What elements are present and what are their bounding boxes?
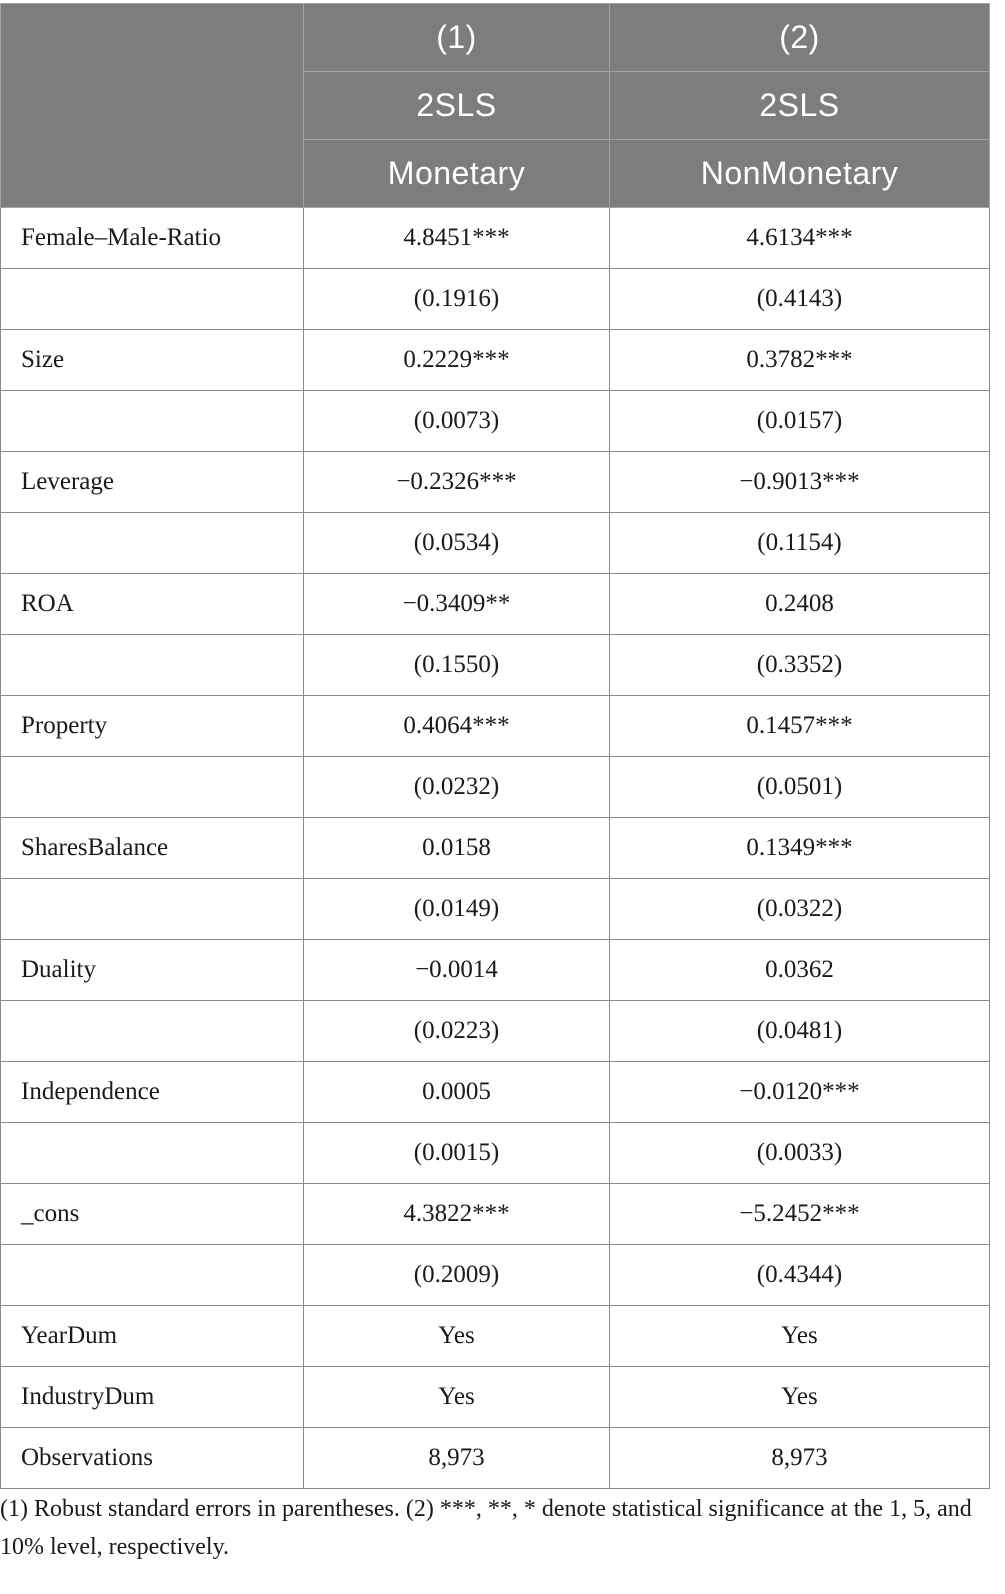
row-label: IndustryDum [1, 1367, 304, 1428]
cell-col2: −0.0120*** [610, 1062, 990, 1123]
cell-col1: (0.1916) [304, 269, 610, 330]
cell-col2: −0.9013*** [610, 452, 990, 513]
header-col2-dependent: NonMonetary [610, 140, 990, 208]
cell-col2: 0.3782*** [610, 330, 990, 391]
table-row [1, 1367, 990, 1428]
row-label: Property [1, 696, 304, 757]
header-col2-method: 2SLS [610, 72, 990, 140]
cell-col1: 8,973 [304, 1428, 610, 1489]
header-col1-method: 2SLS [304, 72, 610, 140]
cell-col1: (0.1550) [304, 635, 610, 696]
table-row [1, 1306, 990, 1367]
row-label: Size [1, 330, 304, 391]
header-row-model-number [1, 4, 990, 72]
table-row [1, 452, 990, 513]
table-row [1, 757, 990, 818]
cell-col1: 0.2229*** [304, 330, 610, 391]
cell-col1: −0.3409** [304, 574, 610, 635]
cell-col1: (0.0073) [304, 391, 610, 452]
cell-col1: (0.0223) [304, 1001, 610, 1062]
row-label [1, 1001, 304, 1062]
cell-col1: −0.2326*** [304, 452, 610, 513]
table-row [1, 696, 990, 757]
cell-col1: 4.3822*** [304, 1184, 610, 1245]
table-row [1, 1062, 990, 1123]
row-label: Leverage [1, 452, 304, 513]
header-col1-number: (1) [304, 4, 610, 72]
table-row [1, 208, 990, 269]
row-label: _cons [1, 1184, 304, 1245]
row-label: Female–Male-Ratio [1, 208, 304, 269]
cell-col1: (0.0015) [304, 1123, 610, 1184]
table-row [1, 635, 990, 696]
row-label: Observations [1, 1428, 304, 1489]
header-col1-dependent: Monetary [304, 140, 610, 208]
cell-col2: Yes [610, 1306, 990, 1367]
cell-col1: (0.0232) [304, 757, 610, 818]
table-header [1, 4, 990, 208]
cell-col2: 0.1457*** [610, 696, 990, 757]
table-row [1, 513, 990, 574]
row-label [1, 513, 304, 574]
cell-col2: −5.2452*** [610, 1184, 990, 1245]
cell-col2: 0.1349*** [610, 818, 990, 879]
header-corner-cell [1, 4, 304, 208]
cell-col1: (0.0534) [304, 513, 610, 574]
cell-col1: Yes [304, 1306, 610, 1367]
cell-col1: 0.4064*** [304, 696, 610, 757]
cell-col1: (0.0149) [304, 879, 610, 940]
row-label [1, 269, 304, 330]
cell-col1: 4.8451*** [304, 208, 610, 269]
cell-col1: (0.2009) [304, 1245, 610, 1306]
table-row [1, 330, 990, 391]
table-row [1, 1123, 990, 1184]
table-row [1, 1245, 990, 1306]
row-label: Independence [1, 1062, 304, 1123]
cell-col2: (0.0322) [610, 879, 990, 940]
cell-col1: 0.0005 [304, 1062, 610, 1123]
table-body [1, 208, 990, 1489]
cell-col2: (0.0157) [610, 391, 990, 452]
cell-col1: Yes [304, 1367, 610, 1428]
regression-results-table [0, 3, 990, 1489]
table-row [1, 1001, 990, 1062]
cell-col2: 0.2408 [610, 574, 990, 635]
table-row [1, 818, 990, 879]
table-row [1, 1184, 990, 1245]
table-row [1, 940, 990, 1001]
cell-col1: 0.0158 [304, 818, 610, 879]
cell-col2: (0.0033) [610, 1123, 990, 1184]
cell-col2: (0.3352) [610, 635, 990, 696]
cell-col2: (0.0481) [610, 1001, 990, 1062]
table-row [1, 574, 990, 635]
cell-col2: Yes [610, 1367, 990, 1428]
row-label [1, 391, 304, 452]
table-row [1, 1428, 990, 1489]
cell-col2: (0.4143) [610, 269, 990, 330]
row-label: ROA [1, 574, 304, 635]
cell-col2: (0.0501) [610, 757, 990, 818]
row-label [1, 635, 304, 696]
table-row [1, 391, 990, 452]
table-row [1, 879, 990, 940]
row-label: YearDum [1, 1306, 304, 1367]
header-col2-number: (2) [610, 4, 990, 72]
cell-col2: 8,973 [610, 1428, 990, 1489]
row-label: SharesBalance [1, 818, 304, 879]
row-label [1, 1123, 304, 1184]
row-label [1, 1245, 304, 1306]
table-footnote: (1) Robust standard errors in parentheses. (2) ***, **, * denote statistical significance at the 1, 5, and 10% level, respectively. [0, 1496, 972, 1560]
row-label: Duality [1, 940, 304, 1001]
cell-col2: (0.4344) [610, 1245, 990, 1306]
row-label [1, 879, 304, 940]
cell-col2: 4.6134*** [610, 208, 990, 269]
cell-col1: −0.0014 [304, 940, 610, 1001]
cell-col2: 0.0362 [610, 940, 990, 1001]
cell-col2: (0.1154) [610, 513, 990, 574]
row-label [1, 757, 304, 818]
table-row [1, 269, 990, 330]
